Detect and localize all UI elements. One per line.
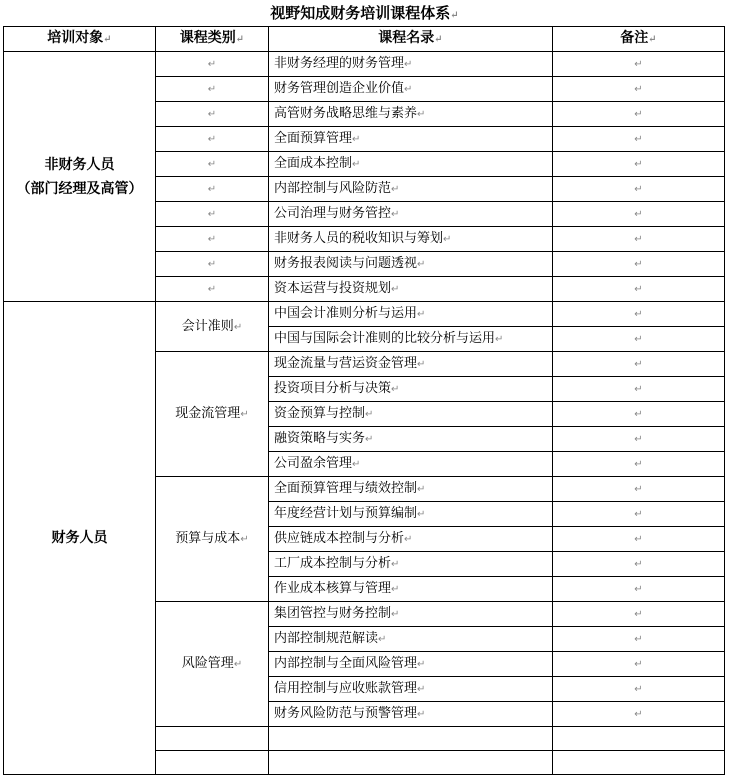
course-cell [269,402,553,427]
category-cell [156,302,269,352]
target-line-1: 非财务人员 [44,156,115,173]
paragraph-mark: ↵ [634,684,643,695]
note-cell [553,502,725,527]
course-name: 作业成本核算与管理 [274,581,392,596]
header-category: 课程类别↵ [156,27,269,52]
paragraph-mark: ↵ [634,109,643,120]
course-cell [269,327,553,352]
course-name: 融资策略与实务 [274,431,366,446]
course-cell [269,677,553,702]
paragraph-mark: ↵ [207,184,217,195]
note-cell [553,577,725,602]
course-cell [269,52,553,77]
course-cell [269,377,553,402]
paragraph-mark: ↵ [634,59,643,70]
paragraph-mark: ↵ [417,259,426,270]
course-cell [269,227,553,252]
paragraph-mark: ↵ [634,234,643,245]
note-cell [553,352,725,377]
paragraph-mark: ↵ [634,184,643,195]
category-cell [156,252,269,277]
paragraph-mark: ↵ [495,334,504,345]
paragraph-mark: ↵ [207,84,217,95]
paragraph-mark: ↵ [634,284,643,295]
note-cell [553,627,725,652]
paragraph-mark: ↵ [417,509,426,520]
paragraph-mark: ↵ [207,259,217,270]
paragraph-mark: ↵ [207,159,217,170]
paragraph-mark: ↵ [634,384,643,395]
paragraph-mark: ↵ [365,434,374,445]
course-cell [269,727,553,751]
course-name: 内部控制与全面风险管理 [274,656,418,671]
header-note: 备注↵ [553,27,725,52]
course-name: 内部控制规范解读 [274,631,379,646]
paragraph-mark: ↵ [634,434,643,445]
target-line-2: （部门经理及高管） [16,180,143,197]
paragraph-mark: ↵ [634,609,643,620]
paragraph-mark: ↵ [207,134,217,145]
course-name: 中国会计准则分析与运用 [274,306,418,321]
course-cell [269,751,553,775]
course-name: 供应链成本控制与分析 [274,531,405,546]
paragraph-mark: ↵ [365,409,374,420]
paragraph-mark: ↵ [352,134,361,145]
course-name: 内部控制与风险防范 [274,181,392,196]
note-cell [553,327,725,352]
paragraph-mark: ↵ [207,234,217,245]
category-name: 会计准则 [181,318,234,334]
paragraph-mark: ↵ [634,159,643,170]
paragraph-mark: ↵ [378,634,387,645]
note-cell [553,227,725,252]
course-cell [269,352,553,377]
paragraph-mark: ↵ [391,184,400,195]
category-cell [156,277,269,302]
category-cell [156,177,269,202]
paragraph-mark: ↵ [634,509,643,520]
header-course: 课程名录↵ [269,27,553,52]
paragraph-mark: ↵ [352,459,361,470]
paragraph-mark: ↵ [404,534,413,545]
course-cell [269,527,553,552]
course-cell [269,252,553,277]
course-name: 资金预算与控制 [274,406,366,421]
group-finance [4,302,725,775]
note-cell [553,727,725,751]
note-cell [553,751,725,775]
paragraph-mark: ↵ [233,659,243,670]
course-cell [269,452,553,477]
course-name: 集团管控与财务控制 [274,606,392,621]
paragraph-mark: ↵ [417,484,426,495]
course-name: 非财务经理的财务管理 [274,56,405,71]
category-cell [156,352,269,477]
paragraph-mark: ↵ [634,309,643,320]
note-cell [553,427,725,452]
note-cell [553,302,725,327]
note-cell [553,277,725,302]
course-name: 财务风险防范与预警管理 [274,706,418,721]
course-cell [269,202,553,227]
category-name: 风险管理 [181,656,234,671]
course-name: 中国与国际会计准则的比较分析与运用 [274,331,496,346]
category-cell [156,477,269,602]
category-cell [156,152,269,177]
note-cell [553,402,725,427]
course-name: 全面预算管理 [274,131,353,146]
note-cell [553,452,725,477]
course-name: 全面预算管理与绩效控制 [274,481,418,496]
course-cell [269,577,553,602]
paragraph-mark: ↵ [391,284,400,295]
note-cell [553,702,725,727]
paragraph-mark: ↵ [443,234,452,245]
category-cell [156,727,269,751]
course-cell [269,602,553,627]
paragraph-mark: ↵ [634,209,643,220]
paragraph-mark: ↵ [634,84,643,95]
paragraph-mark: ↵ [634,659,643,670]
paragraph-mark: ↵ [634,334,643,345]
target-finance-label: 财务人员 [51,530,108,546]
paragraph-mark: ↵ [634,409,643,420]
course-name: 非财务人员的税收知识与筹划 [274,231,444,246]
course-table [3,26,725,775]
paragraph-mark: ↵ [417,659,426,670]
course-cell [269,127,553,152]
note-cell [553,102,725,127]
course-name: 财务管理创造企业价值 [274,81,405,96]
note-cell [553,602,725,627]
paragraph-mark: ↵ [417,709,426,720]
paragraph-mark: ↵ [417,109,426,120]
note-cell [553,652,725,677]
category-cell [156,602,269,727]
category-cell [156,227,269,252]
paragraph-mark: ↵ [634,709,643,720]
paragraph-mark: ↵ [391,559,400,570]
paragraph-mark: ↵ [391,384,400,395]
paragraph-mark: ↵ [634,359,643,370]
header-row [4,27,725,52]
course-name: 现金流量与营运资金管理 [274,356,418,371]
paragraph-mark: ↵ [240,534,249,545]
paragraph-mark: ↵ [240,409,249,420]
paragraph-mark: ↵ [391,584,400,595]
note-cell [553,127,725,152]
course-cell [269,627,553,652]
paragraph-mark: ↵ [207,59,217,70]
course-name: 公司盈余管理 [274,456,353,471]
note-cell [553,677,725,702]
note-cell [553,477,725,502]
course-cell [269,77,553,102]
paragraph-mark: ↵ [207,284,217,295]
paragraph-mark: ↵ [404,59,413,70]
target-non-finance [4,52,156,302]
category-cell [156,127,269,152]
note-cell [553,152,725,177]
paragraph-mark: ↵ [207,109,217,120]
target-finance [4,302,156,775]
paragraph-mark: ↵ [417,684,426,695]
course-cell [269,427,553,452]
category-name: 预算与成本 [175,531,241,546]
category-cell [156,52,269,77]
category-cell [156,202,269,227]
group-non-finance [4,52,725,302]
header-target: 培训对象↵ [4,27,156,52]
note-cell [553,527,725,552]
course-cell [269,652,553,677]
note-cell [553,177,725,202]
course-cell [269,302,553,327]
table-row [4,52,725,77]
paragraph-mark: ↵ [634,634,643,645]
category-cell [156,77,269,102]
course-cell [269,277,553,302]
note-cell [553,252,725,277]
paragraph-mark: ↵ [233,321,243,333]
paragraph-mark: ↵ [634,584,643,595]
table-row [4,302,725,327]
note-cell [553,202,725,227]
paragraph-mark: ↵ [634,259,643,270]
course-name: 资本运营与投资规划 [274,281,392,296]
category-cell [156,751,269,775]
course-cell [269,152,553,177]
paragraph-mark: ↵ [352,159,361,170]
category-cell [156,102,269,127]
paragraph-mark: ↵ [391,609,400,620]
paragraph-mark: ↵ [404,84,413,95]
course-cell [269,102,553,127]
note-cell [553,377,725,402]
course-name: 高管财务战略思维与素养 [274,106,418,121]
course-name: 全面成本控制 [274,156,353,171]
course-cell [269,552,553,577]
course-name: 投资项目分析与决策 [274,381,392,396]
paragraph-mark: ↵ [417,309,426,320]
paragraph-mark: ↵ [391,209,400,220]
course-cell [269,702,553,727]
course-name: 工厂成本控制与分析 [274,556,392,571]
note-cell [553,77,725,102]
paragraph-mark: ↵ [207,209,217,220]
paragraph-mark: ↵ [634,134,643,145]
note-cell [553,552,725,577]
course-cell [269,477,553,502]
paragraph-mark: ↵ [417,359,426,370]
course-cell [269,502,553,527]
course-name: 年度经营计划与预算编制 [274,506,418,521]
paragraph-mark: ↵ [634,534,643,545]
course-cell [269,177,553,202]
paragraph-mark: ↵ [634,559,643,570]
course-name: 公司治理与财务管控 [274,206,392,221]
page-title: 视野知成财务培训课程体系↵ [270,4,459,22]
course-name: 信用控制与应收账款管理 [274,681,418,696]
paragraph-mark: ↵ [634,459,643,470]
course-name: 财务报表阅读与问题透视 [274,256,418,271]
note-cell [553,52,725,77]
category-name: 现金流管理 [175,406,241,421]
paragraph-mark: ↵ [634,484,643,495]
